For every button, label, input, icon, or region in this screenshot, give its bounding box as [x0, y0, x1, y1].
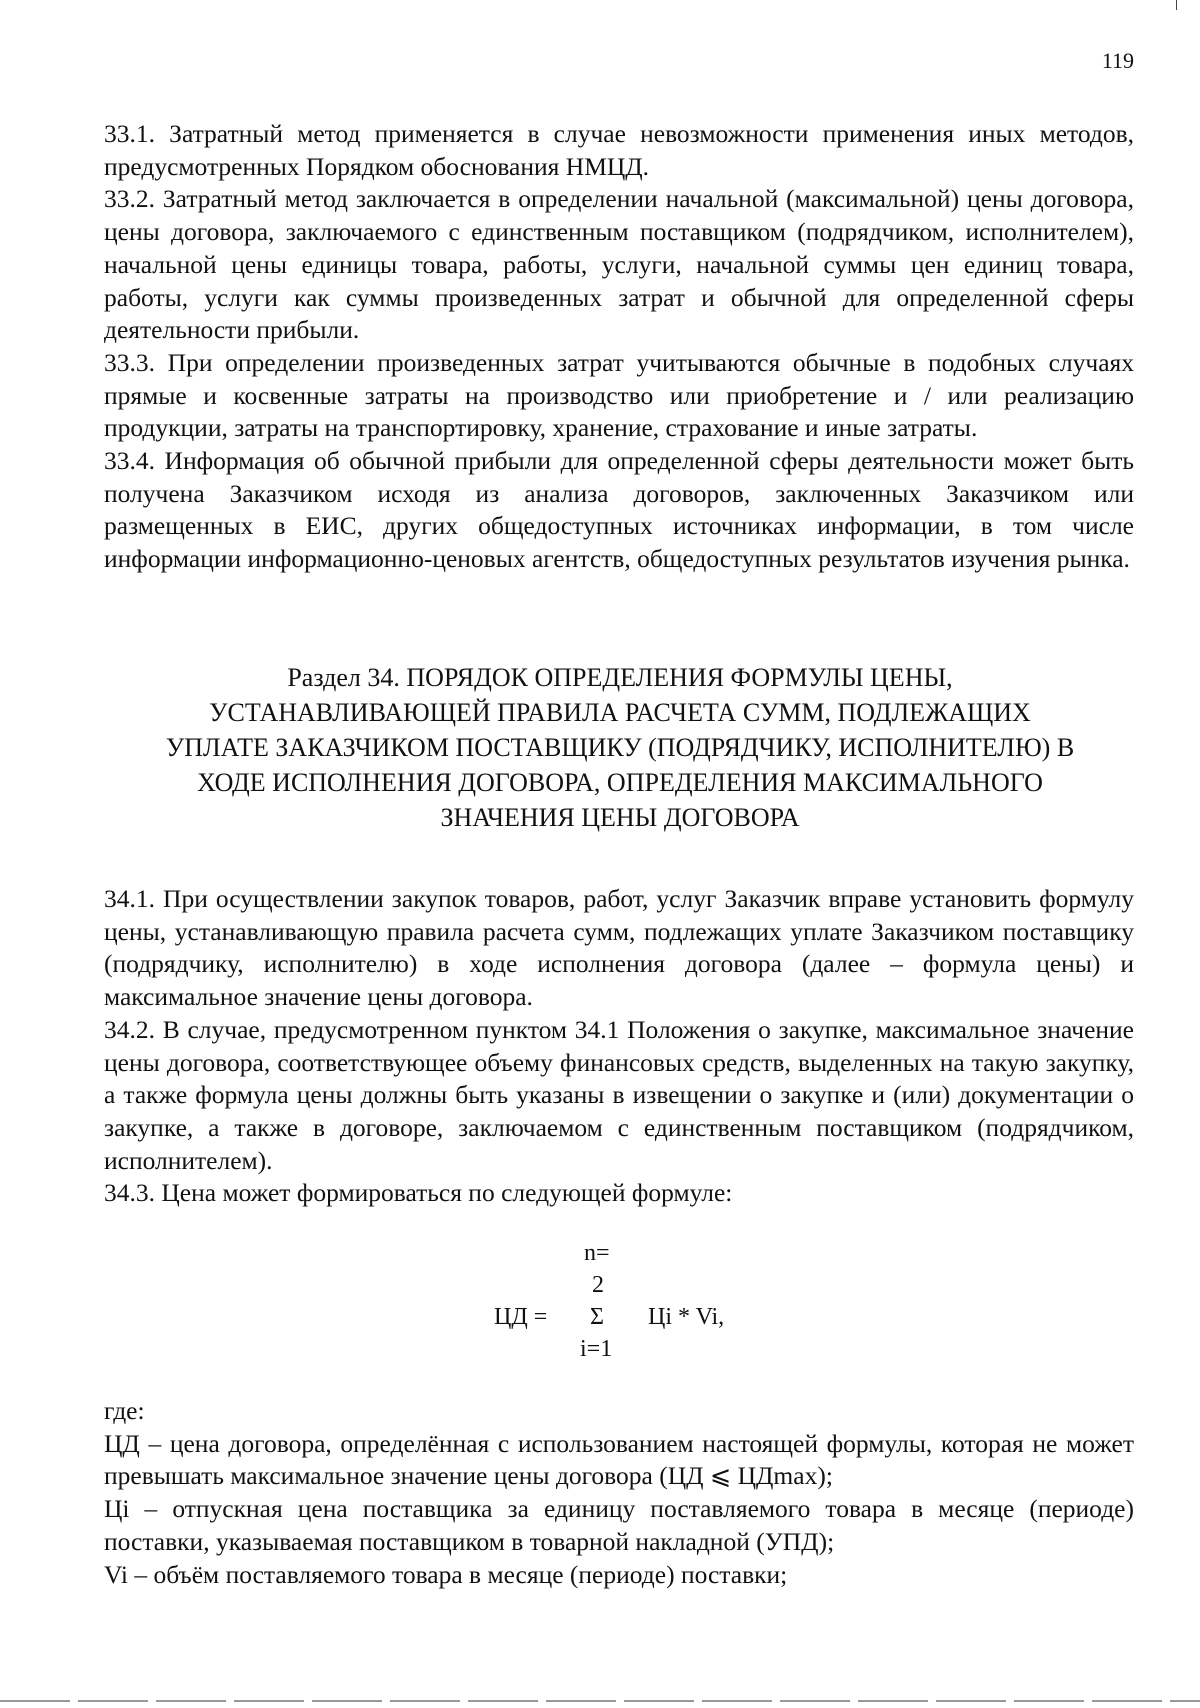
paragraph-34-2: 34.2. В случае, предусмотренном пунктом 34.1 Положения о закупке, максимальное значение цены договора, соответствующее объему финансовых средств, выделенных на такую закупку, а также формула цены должны быть указаны в извещении о закупке и (или) документации о закупке, а также в договоре, заключаемом с единственным поставщиком (подрядчиком, исполнителем).: [104, 1014, 1134, 1175]
formula-sum-lower-limit: i=1: [580, 1336, 613, 1362]
formula-legend: [104, 1395, 1134, 1591]
legend-item-contract-price: ЦД – цена договора, определённая с использованием настоящей формулы, которая не может превышать максимальное значение цены договора (ЦД ⩽ ЦДmax);: [104, 1428, 1134, 1491]
price-formula: [470, 1240, 770, 1370]
legend-item-unit-price: Цi – отпускная цена поставщика за единицу поставляемого товара в месяце (периоде) поставки, указываемая поставщиком в товарной накладной (УПД);: [104, 1494, 1134, 1556]
scan-edge-mark: [1176, 0, 1177, 10]
page-number: 119: [1101, 48, 1134, 73]
formula-left-side: ЦД =: [494, 1304, 548, 1330]
heading-line: УСТАНАВЛИВАЮЩЕЙ ПРАВИЛА РАСЧЕТА СУММ, ПОДЛЕЖАЩИХ: [209, 698, 1031, 727]
legend-intro: где:: [104, 1396, 145, 1425]
heading-line: УПЛАТЕ ЗАКАЗЧИКОМ ПОСТАВЩИКУ (ПОДРЯДЧИКУ, ИСПОЛНИТЕЛЮ) В: [165, 733, 1075, 762]
formula-sigma-symbol: Σ: [590, 1304, 604, 1330]
paragraph-34-1: 34.1. При осуществлении закупок товаров, работ, услуг Заказчик вправе установить формулу цены, устанавливающую правила расчета сумм, подлежащих уплате Заказчиком поставщику (подрядчику, исполнителю) в ходе исполнения договора (далее – формула цены) и максимальное значение цены договора.: [104, 884, 1134, 1012]
legend-item-volume: Vi – объём поставляемого товара в месяце (периоде) поставки;: [104, 1559, 788, 1589]
section-34-heading: [100, 660, 1140, 835]
scan-bottom-edge: [0, 1700, 1200, 1702]
section-34-text: [104, 883, 1134, 1210]
heading-line: Раздел 34. ПОРЯДОК ОПРЕДЕЛЕНИЯ ФОРМУЛЫ ЦЕНЫ,: [287, 663, 953, 692]
paragraph-33-1: 33.1. Затратный метод применяется в случае невозможности применения иных методов, предусмотренных Порядком обоснования НМЦД.: [104, 119, 1134, 181]
paragraph-33-4: 33.4. Информация об обычной прибыли для определенной сферы деятельности может быть получена Заказчиком исходя из анализа договоров, заключенных Заказчиком или размещенных в ЕИС, других общедоступных источниках информации, в том числе информации информационно-ценовых агентств, общедоступных результатов изучения рынка.: [104, 446, 1134, 574]
formula-sum-upper-limit-label: n=: [584, 1240, 610, 1266]
heading-line: ХОДЕ ИСПОЛНЕНИЯ ДОГОВОРА, ОПРЕДЕЛЕНИЯ МАКСИМАЛЬНОГО: [197, 768, 1043, 797]
paragraph-33-3: 33.3. При определении произведенных затрат учитываются обычные в подобных случаях прямые и косвенные затраты на производство или приобретение и / или реализацию продукции, затраты на транспортировку, хранение, страхование и иные затраты.: [104, 347, 1134, 443]
formula-sum-upper-limit-value: 2: [592, 1272, 604, 1298]
section-33-text: [104, 118, 1134, 576]
paragraph-34-3: 34.3. Цена может формироваться по следующей формуле:: [104, 1178, 733, 1208]
heading-line: ЗНАЧЕНИЯ ЦЕНЫ ДОГОВОРА: [440, 803, 800, 832]
formula-right-side: Цi * Vi,: [648, 1304, 725, 1330]
paragraph-33-2: 33.2. Затратный метод заключается в определении начальной (максимальной) цены договора, цены договора, заключаемого с единственным поставщиком (подрядчиком, исполнителем), начальной цены единицы товара, работы, услуги, начальной суммы цен единиц товара, работы, услуги как суммы произведенных затрат и обычной для определенной сферы деятельности прибыли.: [104, 184, 1134, 345]
